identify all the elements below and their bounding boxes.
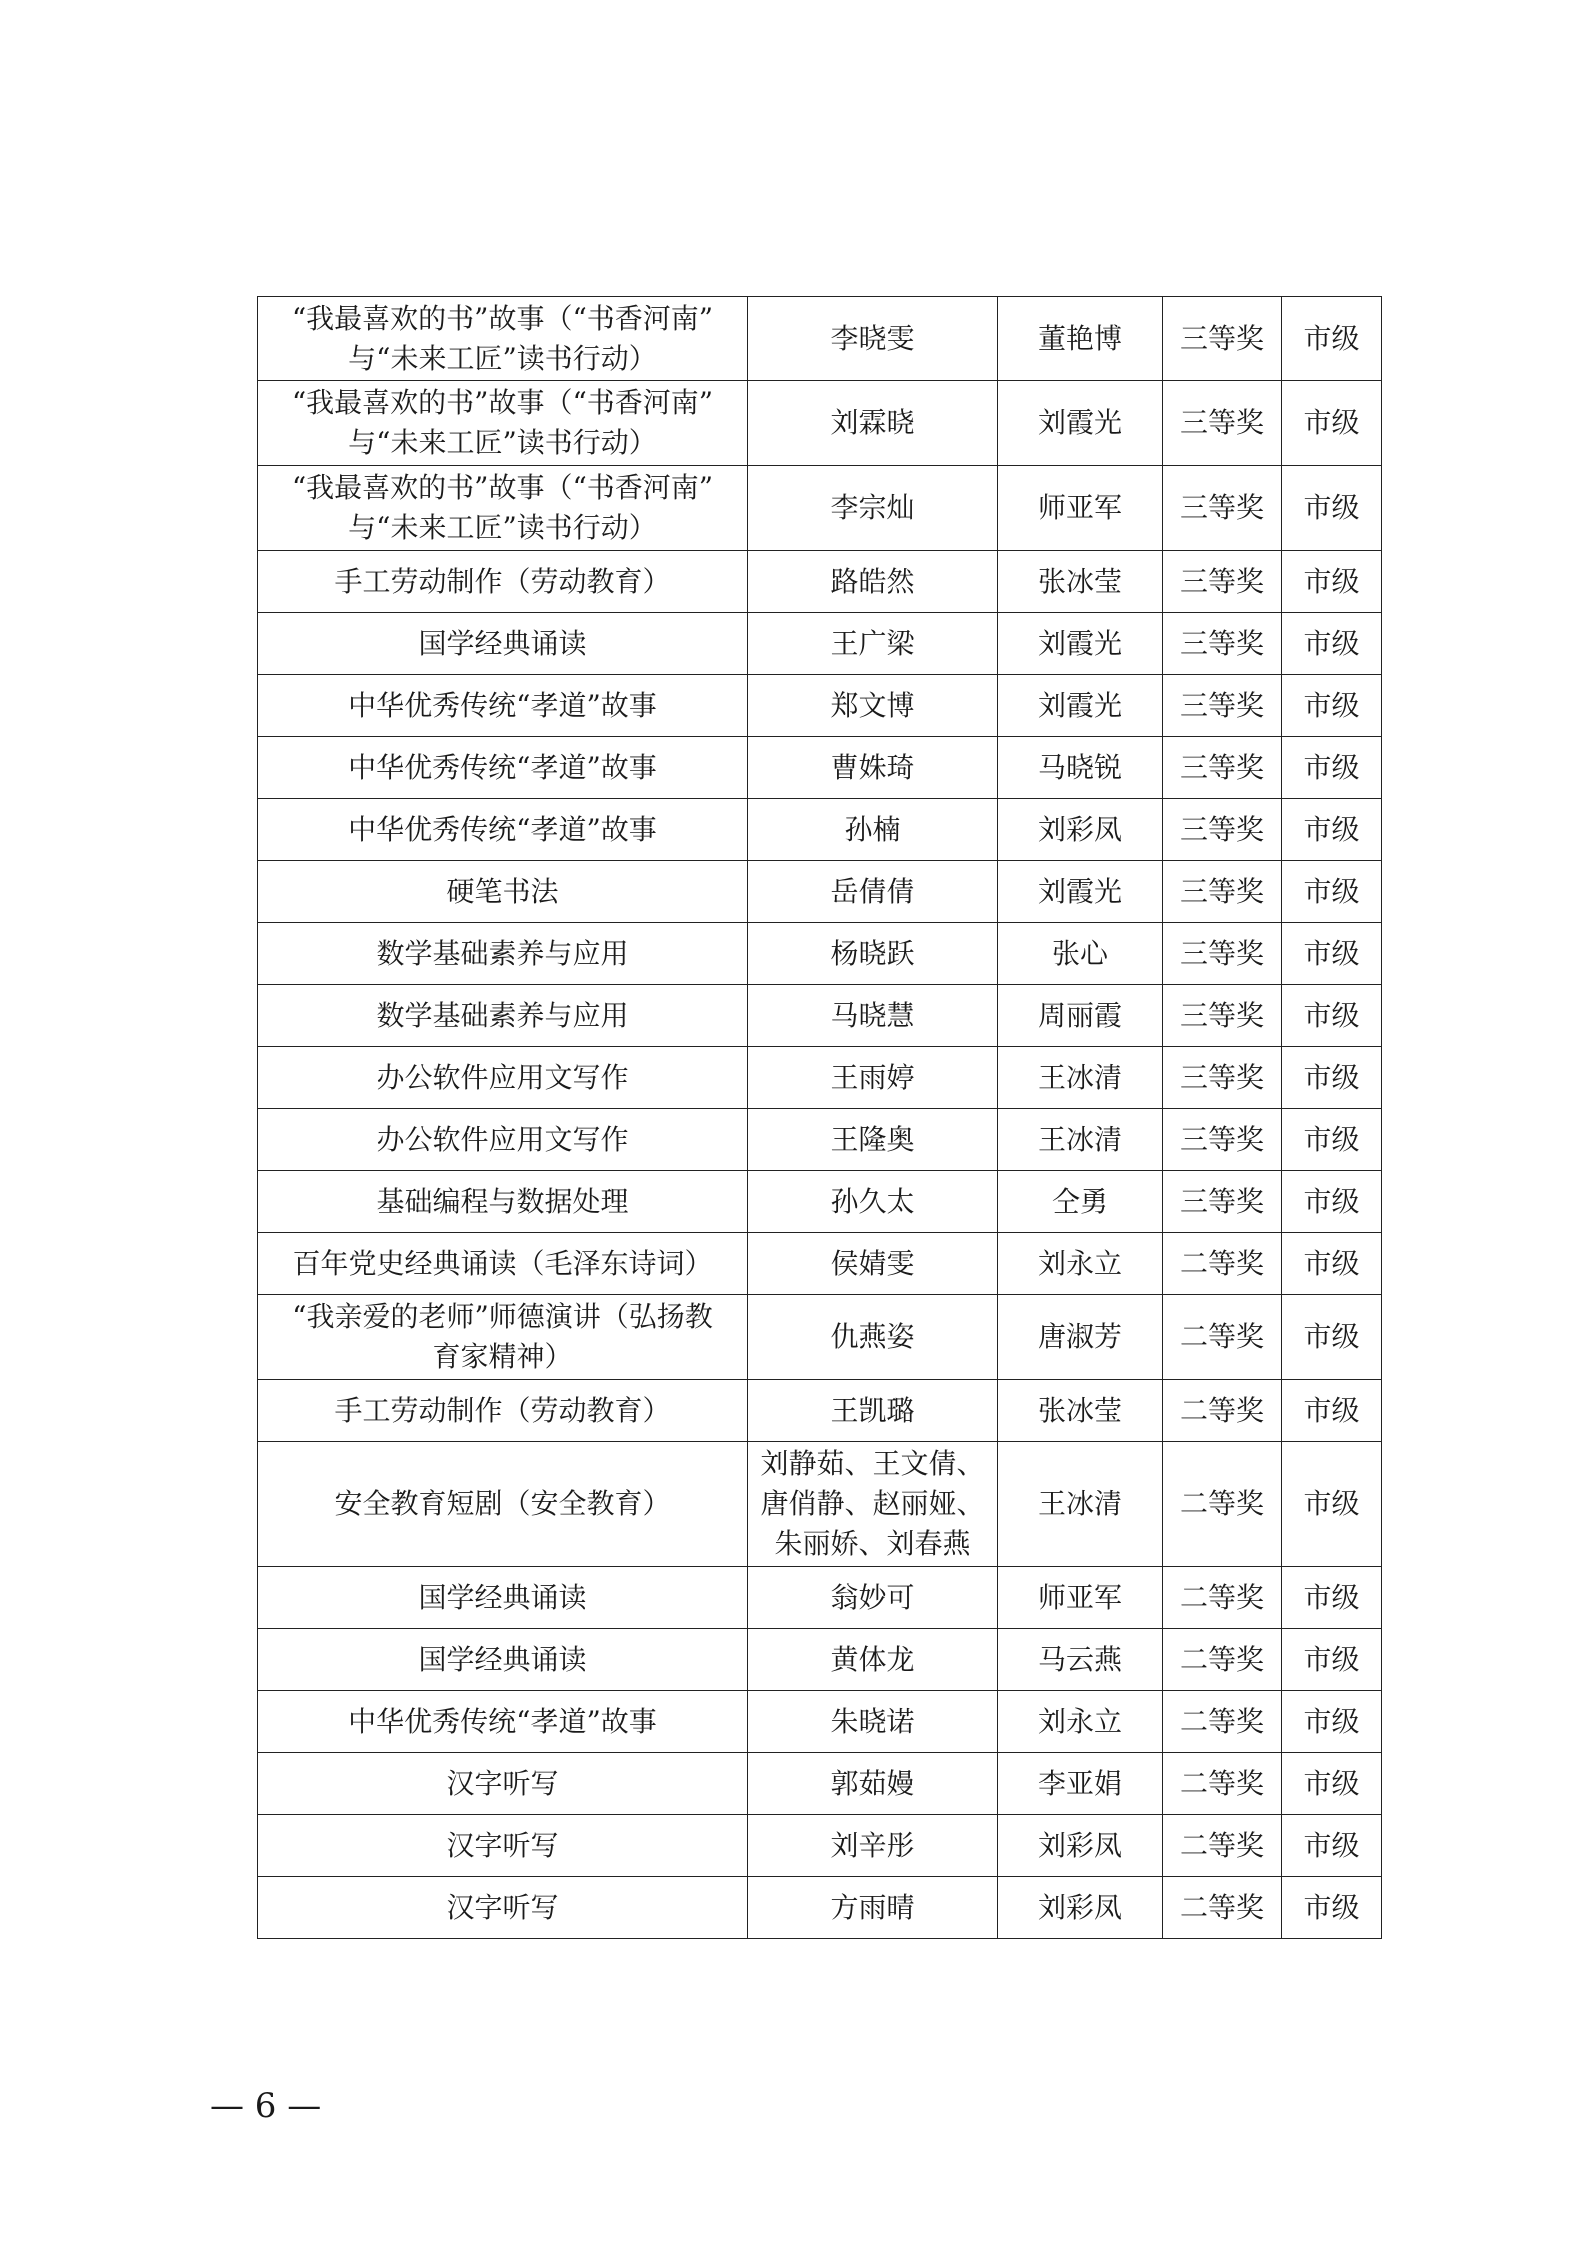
student-cell-line: 郑文博 xyxy=(830,688,915,722)
student-cell-line: 唐俏静、赵丽娅、 xyxy=(760,1487,985,1520)
student-cell xyxy=(748,297,998,381)
awards-table-body xyxy=(258,297,1382,1939)
student-cell-line: 杨晓跃 xyxy=(830,936,915,970)
student-cell-line: 孙楠 xyxy=(844,812,901,846)
level-cell: 市级 xyxy=(1282,1295,1382,1380)
project-cell xyxy=(258,1442,748,1567)
project-cell-line: 数学基础素养与应用 xyxy=(376,998,629,1032)
project-cell-line: 手工劳动制作（劳动教育） xyxy=(334,564,671,598)
project-cell-line: 手工劳动制作（劳动教育） xyxy=(334,1393,671,1427)
teacher-cell: 王冰清 xyxy=(998,1047,1163,1109)
teacher-cell: 周丽霞 xyxy=(998,985,1163,1047)
project-cell-line: 育家精神） xyxy=(432,1340,573,1373)
teacher-cell: 刘彩凤 xyxy=(998,1815,1163,1877)
student-cell xyxy=(748,1109,998,1171)
project-cell-line: 国学经典诵读 xyxy=(418,626,587,660)
table-row xyxy=(258,675,1382,737)
table-row xyxy=(258,985,1382,1047)
project-cell xyxy=(258,1629,748,1691)
project-cell-line: 汉字听写 xyxy=(446,1890,559,1924)
award-cell: 三等奖 xyxy=(1163,737,1282,799)
award-cell: 二等奖 xyxy=(1163,1629,1282,1691)
student-cell xyxy=(748,1877,998,1939)
student-cell-line: 孙久太 xyxy=(830,1184,915,1218)
project-cell-line: 基础编程与数据处理 xyxy=(376,1184,629,1218)
teacher-cell: 刘永立 xyxy=(998,1233,1163,1295)
level-cell: 市级 xyxy=(1282,861,1382,923)
award-cell: 三等奖 xyxy=(1163,1109,1282,1171)
award-cell: 二等奖 xyxy=(1163,1233,1282,1295)
table-row xyxy=(258,1380,1382,1442)
table-row xyxy=(258,861,1382,923)
award-cell: 三等奖 xyxy=(1163,799,1282,861)
project-cell-line: 中华优秀传统“孝道”故事 xyxy=(348,688,657,722)
student-cell xyxy=(748,1380,998,1442)
teacher-cell: 师亚军 xyxy=(998,1567,1163,1629)
table-row xyxy=(258,1629,1382,1691)
student-cell-line: 马晓慧 xyxy=(830,998,915,1032)
table-row xyxy=(258,381,1382,466)
table-row xyxy=(258,799,1382,861)
student-cell-line: 方雨晴 xyxy=(830,1890,915,1924)
project-cell xyxy=(258,1233,748,1295)
student-cell xyxy=(748,737,998,799)
award-cell: 二等奖 xyxy=(1163,1380,1282,1442)
level-cell: 市级 xyxy=(1282,1442,1382,1567)
student-cell xyxy=(748,1295,998,1380)
student-cell xyxy=(748,1691,998,1753)
award-cell: 二等奖 xyxy=(1163,1691,1282,1753)
student-cell-line: 黄体龙 xyxy=(830,1642,915,1676)
student-cell-line: 刘静茹、王文倩、 xyxy=(760,1447,985,1480)
award-cell: 二等奖 xyxy=(1163,1567,1282,1629)
project-cell-line: “我亲爱的老师”师德演讲（弘扬教 xyxy=(292,1300,713,1333)
student-cell xyxy=(748,923,998,985)
project-cell xyxy=(258,737,748,799)
teacher-cell: 李亚娟 xyxy=(998,1753,1163,1815)
award-cell: 三等奖 xyxy=(1163,297,1282,381)
level-cell: 市级 xyxy=(1282,1629,1382,1691)
project-cell xyxy=(258,297,748,381)
project-cell-line: 国学经典诵读 xyxy=(418,1642,587,1676)
project-cell xyxy=(258,861,748,923)
teacher-cell: 马晓锐 xyxy=(998,737,1163,799)
student-cell-line: 郭茹嫚 xyxy=(830,1766,915,1800)
table-row xyxy=(258,1109,1382,1171)
level-cell: 市级 xyxy=(1282,1109,1382,1171)
table-row xyxy=(258,1691,1382,1753)
table-row xyxy=(258,297,1382,381)
project-cell-line: 百年党史经典诵读（毛泽东诗词） xyxy=(292,1246,713,1280)
teacher-cell: 刘霞光 xyxy=(998,613,1163,675)
student-cell-line: 侯婧雯 xyxy=(830,1246,915,1280)
level-cell: 市级 xyxy=(1282,1877,1382,1939)
teacher-cell: 王冰清 xyxy=(998,1109,1163,1171)
teacher-cell: 张心 xyxy=(998,923,1163,985)
table-row xyxy=(258,1753,1382,1815)
student-cell xyxy=(748,1753,998,1815)
student-cell xyxy=(748,1442,998,1567)
teacher-cell: 刘彩凤 xyxy=(998,1877,1163,1939)
student-cell-line: 刘辛彤 xyxy=(830,1828,915,1862)
teacher-cell: 刘霞光 xyxy=(998,675,1163,737)
student-cell-line: 曹姝琦 xyxy=(830,750,915,784)
table-row xyxy=(258,1442,1382,1567)
table-row xyxy=(258,1171,1382,1233)
teacher-cell: 马云燕 xyxy=(998,1629,1163,1691)
project-cell xyxy=(258,923,748,985)
teacher-cell: 刘霞光 xyxy=(998,381,1163,466)
project-cell-line: 中华优秀传统“孝道”故事 xyxy=(348,1704,657,1738)
project-cell-line: 办公软件应用文写作 xyxy=(376,1060,629,1094)
student-cell xyxy=(748,985,998,1047)
level-cell: 市级 xyxy=(1282,737,1382,799)
table-row xyxy=(258,1815,1382,1877)
level-cell: 市级 xyxy=(1282,1815,1382,1877)
award-cell: 三等奖 xyxy=(1163,923,1282,985)
student-cell-line: 朱丽娇、刘春燕 xyxy=(774,1527,971,1560)
project-cell xyxy=(258,799,748,861)
award-cell: 二等奖 xyxy=(1163,1877,1282,1939)
student-cell-line: 李晓雯 xyxy=(830,321,915,355)
project-cell xyxy=(258,1567,748,1629)
level-cell: 市级 xyxy=(1282,1380,1382,1442)
level-cell: 市级 xyxy=(1282,923,1382,985)
teacher-cell: 仝勇 xyxy=(998,1171,1163,1233)
level-cell: 市级 xyxy=(1282,297,1382,381)
table-row xyxy=(258,737,1382,799)
level-cell: 市级 xyxy=(1282,1691,1382,1753)
student-cell-line: 岳倩倩 xyxy=(830,874,915,908)
level-cell: 市级 xyxy=(1282,1233,1382,1295)
level-cell: 市级 xyxy=(1282,613,1382,675)
level-cell: 市级 xyxy=(1282,551,1382,613)
project-cell-line: 硬笔书法 xyxy=(446,874,559,908)
teacher-cell: 刘永立 xyxy=(998,1691,1163,1753)
project-cell xyxy=(258,1047,748,1109)
table-row xyxy=(258,613,1382,675)
award-cell: 三等奖 xyxy=(1163,613,1282,675)
awards-table xyxy=(257,296,1382,1939)
award-cell: 三等奖 xyxy=(1163,1171,1282,1233)
teacher-cell: 张冰莹 xyxy=(998,551,1163,613)
student-cell xyxy=(748,1233,998,1295)
student-cell-line: 王隆奥 xyxy=(830,1122,915,1156)
student-cell-line: 仇燕姿 xyxy=(830,1320,915,1353)
level-cell: 市级 xyxy=(1282,1753,1382,1815)
award-cell: 三等奖 xyxy=(1163,861,1282,923)
student-cell-line: 朱晓诺 xyxy=(830,1704,915,1738)
project-cell-line: 与“未来工匠”读书行动） xyxy=(348,511,657,544)
project-cell-line: 中华优秀传统“孝道”故事 xyxy=(348,750,657,784)
teacher-cell: 刘彩凤 xyxy=(998,799,1163,861)
award-cell: 二等奖 xyxy=(1163,1753,1282,1815)
teacher-cell: 刘霞光 xyxy=(998,861,1163,923)
student-cell xyxy=(748,551,998,613)
award-cell: 二等奖 xyxy=(1163,1815,1282,1877)
award-cell: 三等奖 xyxy=(1163,1047,1282,1109)
project-cell-line: 汉字听写 xyxy=(446,1766,559,1800)
project-cell xyxy=(258,1380,748,1442)
project-cell xyxy=(258,1753,748,1815)
project-cell-line: 与“未来工匠”读书行动） xyxy=(348,426,657,459)
level-cell: 市级 xyxy=(1282,985,1382,1047)
teacher-cell: 张冰莹 xyxy=(998,1380,1163,1442)
table-row xyxy=(258,551,1382,613)
student-cell xyxy=(748,1815,998,1877)
table-row xyxy=(258,923,1382,985)
level-cell: 市级 xyxy=(1282,675,1382,737)
table-row xyxy=(258,1877,1382,1939)
level-cell: 市级 xyxy=(1282,1171,1382,1233)
project-cell-line: 汉字听写 xyxy=(446,1828,559,1862)
student-cell-line: 王凯璐 xyxy=(830,1393,915,1427)
project-cell-line: 与“未来工匠”读书行动） xyxy=(348,341,657,375)
project-cell-line: 办公软件应用文写作 xyxy=(376,1122,629,1156)
student-cell-line: 刘霖晓 xyxy=(830,406,915,439)
project-cell xyxy=(258,985,748,1047)
table-row xyxy=(258,1047,1382,1109)
student-cell xyxy=(748,613,998,675)
level-cell: 市级 xyxy=(1282,381,1382,466)
award-cell: 三等奖 xyxy=(1163,381,1282,466)
student-cell-line: 路皓然 xyxy=(830,564,915,598)
project-cell-line: “我最喜欢的书”故事（“书香河南” xyxy=(291,301,714,335)
student-cell-line: 李宗灿 xyxy=(830,491,915,524)
project-cell xyxy=(258,381,748,466)
student-cell-line: 翁妙可 xyxy=(830,1580,915,1614)
student-cell xyxy=(748,466,998,551)
teacher-cell: 唐淑芳 xyxy=(998,1295,1163,1380)
student-cell xyxy=(748,381,998,466)
project-cell xyxy=(258,1877,748,1939)
page-number: — 6 — xyxy=(210,2086,322,2126)
student-cell xyxy=(748,1629,998,1691)
teacher-cell: 王冰清 xyxy=(998,1442,1163,1567)
project-cell xyxy=(258,551,748,613)
student-cell xyxy=(748,675,998,737)
award-cell: 二等奖 xyxy=(1163,1295,1282,1380)
award-cell: 二等奖 xyxy=(1163,1442,1282,1567)
award-cell: 三等奖 xyxy=(1163,675,1282,737)
student-cell xyxy=(748,861,998,923)
project-cell xyxy=(258,466,748,551)
project-cell-line: 国学经典诵读 xyxy=(418,1580,587,1614)
project-cell xyxy=(258,1109,748,1171)
student-cell-line: 王雨婷 xyxy=(830,1060,915,1094)
project-cell xyxy=(258,1691,748,1753)
award-cell: 三等奖 xyxy=(1163,466,1282,551)
student-cell xyxy=(748,1171,998,1233)
project-cell xyxy=(258,1171,748,1233)
project-cell xyxy=(258,1815,748,1877)
award-cell: 三等奖 xyxy=(1163,551,1282,613)
project-cell-line: 安全教育短剧（安全教育） xyxy=(334,1487,671,1520)
student-cell-line: 王广梁 xyxy=(830,626,915,660)
level-cell: 市级 xyxy=(1282,1047,1382,1109)
student-cell xyxy=(748,799,998,861)
table-row xyxy=(258,1295,1382,1380)
student-cell xyxy=(748,1047,998,1109)
project-cell-line: 数学基础素养与应用 xyxy=(376,936,629,970)
teacher-cell: 师亚军 xyxy=(998,466,1163,551)
student-cell xyxy=(748,1567,998,1629)
project-cell xyxy=(258,675,748,737)
level-cell: 市级 xyxy=(1282,799,1382,861)
teacher-cell: 董艳博 xyxy=(998,297,1163,381)
project-cell-line: “我最喜欢的书”故事（“书香河南” xyxy=(291,471,714,504)
project-cell-line: “我最喜欢的书”故事（“书香河南” xyxy=(291,386,714,419)
level-cell: 市级 xyxy=(1282,466,1382,551)
project-cell-line: 中华优秀传统“孝道”故事 xyxy=(348,812,657,846)
level-cell: 市级 xyxy=(1282,1567,1382,1629)
project-cell xyxy=(258,613,748,675)
project-cell xyxy=(258,1295,748,1380)
table-row xyxy=(258,466,1382,551)
table-row xyxy=(258,1233,1382,1295)
table-row xyxy=(258,1567,1382,1629)
award-cell: 三等奖 xyxy=(1163,985,1282,1047)
